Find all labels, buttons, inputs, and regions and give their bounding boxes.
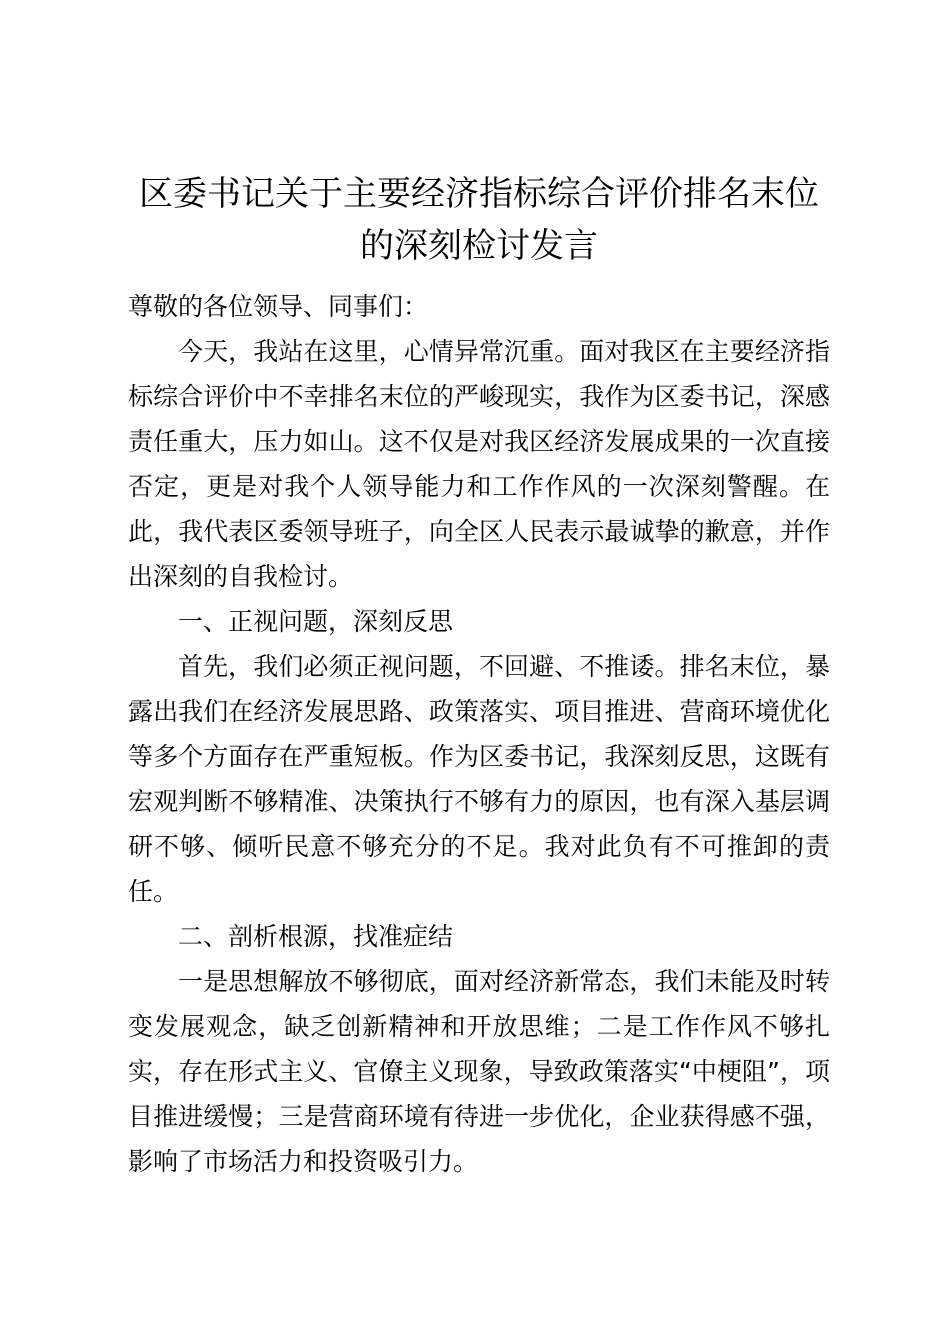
section-heading-1: 一、正视问题，深刻反思 [178, 607, 454, 636]
document-page [128, 168, 830, 1184]
paragraph-section-1: 首先，我们必须正视问题，不回避、不推诿。排名末位，暴露出我们在经济发展思路、政策落实、项目推进、营商环境优化等多个方面存在严重短板。作为区委书记，我深刻反思，这既有宏观判断不够精准、决策执行不够有力的原因，也有深入基层调研不够、倾听民意不够充分的不足。我对此负有不可推卸的责任。 [128, 652, 830, 906]
section-heading-2: 二、剖析根源，找准症结 [178, 922, 454, 951]
paragraph-section-2: 一是思想解放不够彻底，面对经济新常态，我们未能及时转变发展观念，缺乏创新精神和开放思维；二是工作作风不够扎实，存在形式主义、官僚主义现象，导致政策落实“中梗阻”，项目推进缓慢；三是营商环境有待进一步优化，企业获得感不强，影响了市场活力和投资吸引力。 [128, 967, 830, 1176]
salutation: 尊敬的各位领导、同事们： [128, 292, 429, 321]
paragraph-intro: 今天，我站在这里，心情异常沉重。面对我区在主要经济指标综合评价中不幸排名末位的严峻现实，我作为区委书记，深感责任重大，压力如山。这不仅是对我区经济发展成果的一次直接否定，更是对我个人领导能力和工作作风的一次深刻警醒。在此，我代表区委领导班子，向全区人民表示最诚挚的歉意，并作出深刻的自我检讨。 [128, 337, 830, 591]
document-title: 区委书记关于主要经济指标综合评价排名末位的深刻检讨发言 [139, 174, 819, 266]
